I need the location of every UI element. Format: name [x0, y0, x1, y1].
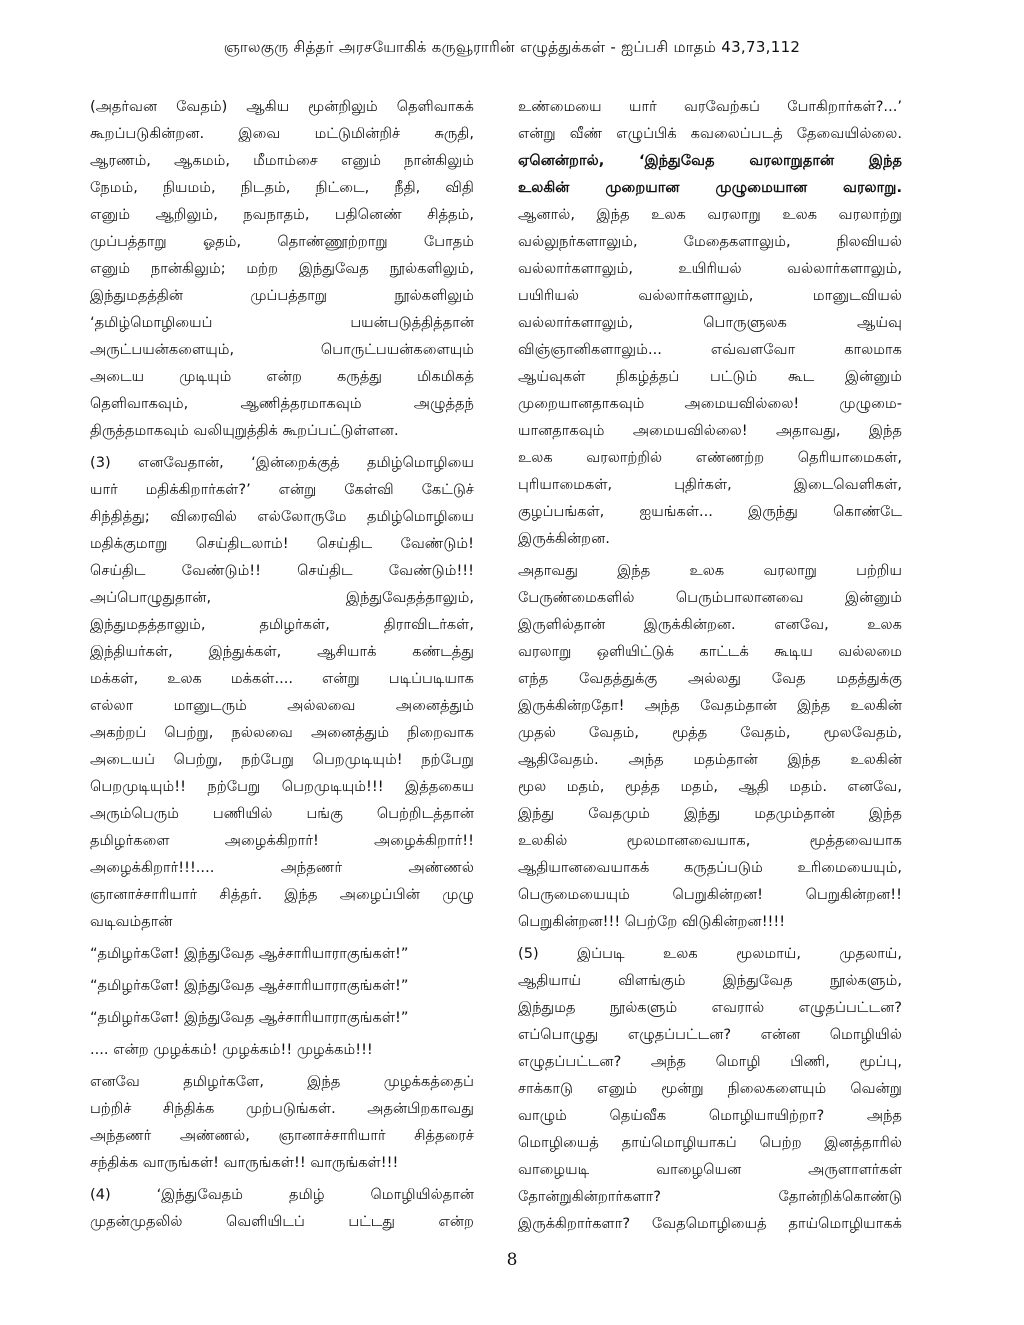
text-line: உலகின் முறையான முழுமையான வரலாறு. — [518, 179, 902, 196]
text-line: உண்மையை யார் வரவேற்கப் போகிறார்கள்?...’ — [518, 98, 902, 115]
text-line: எப்பொழுது எழுதப்பட்டன? என்ன மொழியில் — [518, 1026, 902, 1043]
text-line: நேமம், நியமம், நிடதம், நிட்டை, நீதி, விதி — [90, 179, 474, 196]
text-line: இந்துமதத்தாலும், தமிழர்கள், திராவிடர்கள், — [90, 616, 474, 633]
text-line: எல்லா மானுடரும் அல்லவை அனைத்தும் — [90, 697, 474, 714]
right-column — [518, 93, 902, 1242]
quote-line — [90, 940, 474, 967]
text-line: ‘தமிழ்மொழியைப் பயன்படுத்தித்தான் — [90, 314, 474, 331]
text-line: எனும் ஆறிலும், நவநாதம், பதினெண் சித்தம், — [90, 206, 474, 223]
text-line: மொழியைத் தாய்மொழியாகப் பெற்ற இனத்தாரில் — [518, 1134, 902, 1151]
text-line: இருக்கின்றன. — [518, 530, 610, 547]
text-line: கூறப்படுகின்றன. இவை மட்டுமின்றிச் சுருதி, — [90, 125, 474, 142]
text-line: ஆரணம், ஆகமம், மீமாம்சை எனும் நான்கிலும் — [90, 152, 474, 169]
text-line: பெறமுடியும்!! நற்பேறு பெறமுடியும்!!! இத்தகைய — [90, 778, 474, 795]
text-line: யானதாகவும் அமையவில்லை! அதாவது, இந்த — [518, 422, 902, 439]
text-line: முதல் வேதம், மூத்த வேதம், மூலவேதம், — [518, 724, 902, 741]
text-line: தமிழர்களை அழைக்கிறார்! அழைக்கிறார்!! — [90, 832, 474, 849]
paragraph — [518, 940, 902, 1237]
quote-line — [90, 1004, 474, 1031]
text-line: .... என்ற முழக்கம்! முழக்கம்!! முழக்கம்!!! — [90, 1041, 373, 1058]
text-line: எனும் நான்கிலும்; மற்ற இந்துவேத நூல்களிலும், — [90, 260, 474, 277]
text-line: ஆதியானவையாகக் கருதப்படும் உரிமையையும், — [518, 859, 902, 876]
text-line: அரும்பெரும் பணியில் பங்கு பெற்றிடத்தான் — [90, 805, 474, 822]
text-line: அருட்பயன்களையும், பொருட்பயன்களையும் — [90, 341, 474, 358]
paragraph — [518, 557, 902, 935]
text-line: பற்றிச் சிந்திக்க முற்படுங்கள். அதன்பிறகாவது — [90, 1100, 474, 1117]
text-line: வல்லார்களாலும், பொருளுலக ஆய்வு — [518, 314, 902, 331]
text-line: (5) இப்படி உலக மூலமாய், முதலாய், — [518, 945, 902, 962]
text-line: வரலாறு ஒளியிட்டுக் காட்டக் கூடிய வல்லமை — [518, 643, 902, 660]
text-line: (4) ‘இந்துவேதம் தமிழ் மொழியில்தான் — [90, 1186, 474, 1203]
text-line: குழப்பங்கள், ஐயங்கள்... இருந்து கொண்டே — [518, 503, 902, 520]
text-line: பெறுகின்றன!!! பெற்றே விடுகின்றன!!!! — [518, 913, 786, 930]
text-line: சிந்தித்து; விரைவில் எல்லோருமே தமிழ்மொழியை — [90, 508, 474, 525]
text-line: இருளில்தான் இருக்கின்றன. எனவே, உலக — [518, 616, 902, 633]
text-line: ஆதிவேதம். அந்த மதம்தான் இந்த உலகின் — [518, 751, 902, 768]
text-line: விஞ்ஞானிகளாலும்... எவ்வளவோ காலமாக — [518, 341, 902, 358]
text-line: என்று வீண் எழுப்பிக் கவலைப்படத் தேவையில்லை. — [518, 125, 902, 142]
text-line: இந்தியர்கள், இந்துக்கள், ஆசியாக் கண்டத்து — [90, 643, 474, 660]
text-line: இருக்கிறார்களா? வேதமொழியைத் தாய்மொழியாகக் — [518, 1215, 902, 1232]
text-line: மூல மதம், மூத்த மதம், ஆதி மதம். எனவே, — [518, 778, 902, 795]
text-line: இந்துமதத்தின் முப்பத்தாறு நூல்களிலும் — [90, 287, 474, 304]
text-line: ஞானாச்சாரியார் சித்தர். இந்த அழைப்பின் முழு — [90, 886, 474, 903]
text-line: ஆய்வுகள் நிகழ்த்தப் பட்டும் கூட இன்னும் — [518, 368, 902, 385]
text-line: பேருண்மைகளில் பெரும்பாலானவை இன்னும் — [518, 589, 902, 606]
text-line: “தமிழர்களே! இந்துவேத ஆச்சாரியாராகுங்கள்!” — [90, 1009, 409, 1026]
page-number: 8 — [506, 1250, 518, 1270]
text-line: “தமிழர்களே! இந்துவேத ஆச்சாரியாராகுங்கள்!” — [90, 945, 409, 962]
text-line: திருத்தமாகவும் வலியுறுத்திக் கூறப்பட்டுள்ளன. — [90, 422, 399, 439]
text-line: (அதர்வன வேதம்) ஆகிய மூன்றிலும் தெளிவாகக் — [90, 98, 474, 115]
text-line: இந்து வேதமும் இந்து மதமும்தான் இந்த — [518, 805, 902, 822]
text-line: மக்கள், உலக மக்கள்.... என்று படிப்படியாக — [90, 670, 474, 687]
text-line: எந்த வேதத்துக்கு அல்லது வேத மதத்துக்கு — [518, 670, 902, 687]
text-line: ஆனால், இந்த உலக வரலாறு உலக வரலாற்று — [518, 206, 902, 223]
text-line: அதாவது இந்த உலக வரலாறு பற்றிய — [518, 562, 902, 579]
text-line: முப்பத்தாறு ஓதம், தொண்ணூற்றாறு போதம் — [90, 233, 474, 250]
text-line: அகற்றப் பெற்று, நல்லவை அனைத்தும் நிறைவாக — [90, 724, 474, 741]
paragraph — [90, 449, 474, 935]
text-line: செய்திட வேண்டும்!! செய்திட வேண்டும்!!! — [90, 562, 474, 579]
text-line: வல்லுநர்களாலும், மேதைகளாலும், நிலவியல் — [518, 233, 902, 250]
text-line: எனவே தமிழர்களே, இந்த முழக்கத்தைப் — [90, 1073, 474, 1090]
text-line: முறையானதாகவும் அமையவில்லை! முழுமை- — [518, 395, 902, 412]
text-line: அடையப் பெற்று, நற்பேறு பெறமுடியும்! நற்பேறு — [90, 751, 474, 768]
text-line: அந்தணர் அண்ணல், ஞானாச்சாரியார் சித்தரைச் — [90, 1127, 474, 1144]
text-line: அடைய முடியும் என்ற கருத்து மிகமிகத் — [90, 368, 474, 385]
quote-line — [90, 1036, 474, 1063]
text-line: வல்லார்களாலும், உயிரியல் வல்லார்களாலும், — [518, 260, 902, 277]
text-line: “தமிழர்களே! இந்துவேத ஆச்சாரியாராகுங்கள்!” — [90, 977, 409, 994]
text-line: மதிக்குமாறு செய்திடலாம்! செய்திட வேண்டும்! — [90, 535, 474, 552]
text-line: தோன்றுகின்றார்களா? தோன்றிக்கொண்டு — [518, 1188, 902, 1205]
text-line: யார் மதிக்கிறார்கள்?’ என்று கேள்வி கேட்டுச் — [90, 481, 474, 498]
text-line: இருக்கின்றதோ! அந்த வேதம்தான் இந்த உலகின் — [518, 697, 902, 714]
text-line: சாக்காடு எனும் மூன்று நிலைகளையும் வென்று — [518, 1080, 902, 1097]
text-line: ஏனென்றால், ‘இந்துவேத வரலாறுதான் இந்த — [518, 152, 902, 169]
text-line: அப்பொழுதுதான், இந்துவேதத்தாலும், — [90, 589, 474, 606]
left-column — [90, 93, 474, 1240]
text-line: பயிரியல் வல்லார்களாலும், மானுடவியல் — [518, 287, 902, 304]
text-line: இந்துமத நூல்களும் எவரால் எழுதப்பட்டன? — [518, 999, 902, 1016]
quote-line — [90, 972, 474, 999]
text-line: புரியாமைகள், புதிர்கள், இடைவெளிகள், — [518, 476, 902, 493]
running-header: ஞாலகுரு சித்தர் அரசயோகிக் கருவூராரின் எழுத்துக்கள் - ஐப்பசி மாதம் 43,73,112 — [223, 38, 801, 56]
text-line: அழைக்கிறார்!!!.... அந்தணர் அண்ணல் — [90, 859, 474, 876]
text-line: உலக வரலாற்றில் எண்ணற்ற தெரியாமைகள், — [518, 449, 902, 466]
text-line: முதன்முதலில் வெளியிடப் பட்டது என்ற — [90, 1213, 474, 1230]
text-line: தெளிவாகவும், ஆணித்தரமாகவும் அழுத்தந் — [90, 395, 474, 412]
paragraph — [90, 1181, 474, 1235]
text-line: ஆதியாய் விளங்கும் இந்துவேத நூல்களும், — [518, 972, 902, 989]
text-line: சந்திக்க வாருங்கள்! வாருங்கள்!! வாருங்கள்!!! — [90, 1154, 399, 1171]
text-line: வடிவம்தான் — [90, 913, 173, 930]
text-line: எழுதப்பட்டன? அந்த மொழி பிணி, மூப்பு, — [518, 1053, 902, 1070]
text-line: வாழையடி வாழையென அருளாளர்கள் — [518, 1161, 902, 1178]
text-line: உலகில் மூலமானவையாக, மூத்தவையாக — [518, 832, 902, 849]
paragraph — [518, 93, 902, 552]
text-line: பெருமையையும் பெறுகின்றன! பெறுகின்றன!! — [518, 886, 902, 903]
text-line: (3) எனவேதான், ‘இன்றைக்குத் தமிழ்மொழியை — [90, 454, 474, 471]
text-line: வாழும் தெய்வீக மொழியாயிற்றா? அந்த — [518, 1107, 902, 1124]
paragraph — [90, 1068, 474, 1176]
paragraph — [90, 93, 474, 444]
